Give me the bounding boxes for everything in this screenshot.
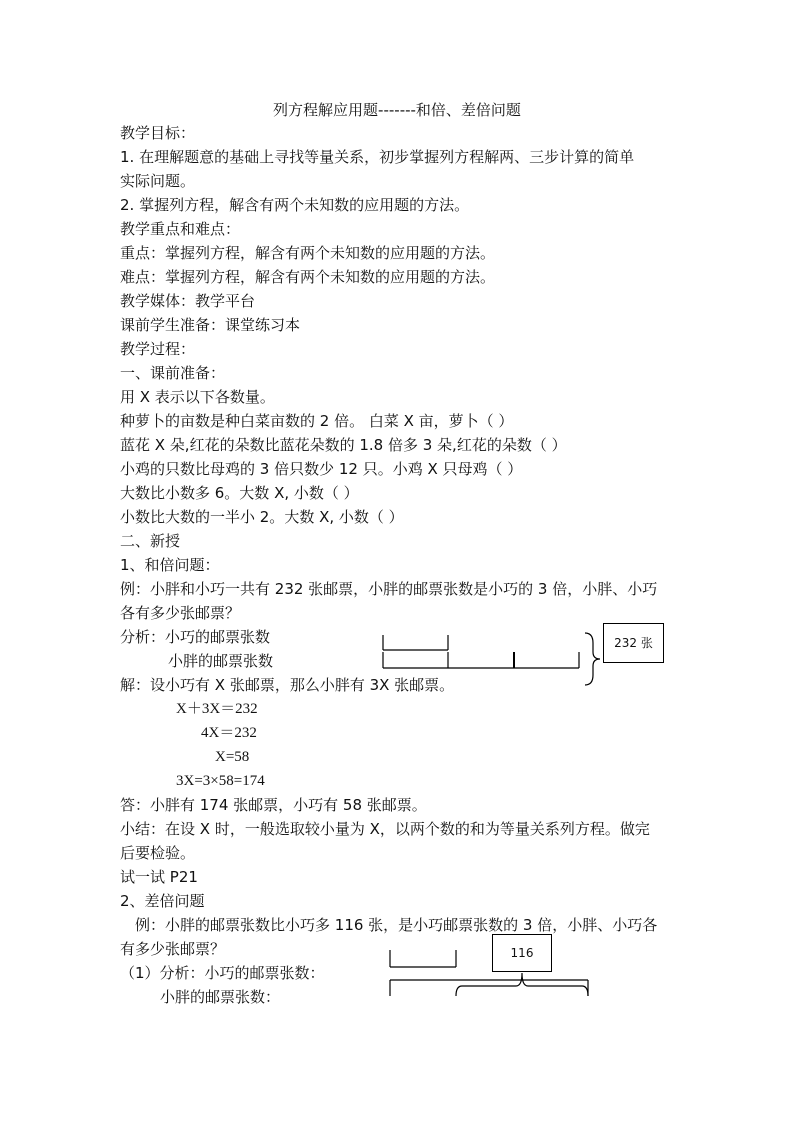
text-line: 例：小胖和小巧一共有 232 张邮票，小胖的邮票张数是小巧的 3 倍，小胖、小巧	[120, 580, 658, 598]
text-line: 蓝花 X 朵,红花的朵数比蓝花朵数的 1.8 倍多 3 朵,红花的朵数（ ）	[120, 436, 567, 454]
text-line: 有多少张邮票？	[120, 940, 226, 958]
text-line: 分析：小巧的邮票张数	[120, 628, 271, 646]
text-line: 重点：掌握列方程，解含有两个未知数的应用题的方法。	[120, 244, 496, 262]
text-line: 教学媒体：教学平台	[120, 292, 256, 310]
text-line: 小数比大数的一半小 2。大数 X, 小数（ ）	[120, 508, 404, 526]
total-label-box: 232 张	[603, 623, 664, 663]
document-title: 列方程解应用题-------和倍、差倍问题	[273, 101, 521, 119]
text-line: 2. 掌握列方程，解含有两个未知数的应用题的方法。	[120, 196, 470, 214]
text-line: 小鸡的只数比母鸡的 3 倍只数少 12 只。小鸡 X 只母鸡（ ）	[120, 460, 523, 478]
text-line: 种萝卜的亩数是种白菜亩数的 2 倍。 白菜 X 亩，萝卜（ ）	[120, 412, 514, 430]
text-line: 一、课前准备：	[120, 364, 226, 382]
text-line: 答：小胖有 174 张邮票，小巧有 58 张邮票。	[120, 796, 427, 814]
text-line: 小结：在设 X 时，一般选取较小量为 X，以两个数的和为等量关系列方程。做完	[120, 820, 650, 838]
difference-label-box: 116	[492, 934, 552, 972]
text-line: 解：设小巧有 X 张邮票，那么小胖有 3X 张邮票。	[120, 676, 455, 694]
text-line: 2、差倍问题	[120, 892, 205, 910]
text-line: 实际问题。	[120, 172, 196, 190]
text-line: （1）分析：小巧的邮票张数：	[120, 964, 325, 982]
brace-2	[456, 973, 588, 996]
equation-line: 4X＝232	[201, 725, 257, 741]
text-line: 二、新授	[120, 532, 181, 550]
text-line: 各有多少张邮票？	[120, 604, 241, 622]
text-line: 课前学生准备：课堂练习本	[120, 316, 301, 334]
text-line: 小胖的邮票张数：	[160, 988, 281, 1006]
text-line: 教学过程：	[120, 340, 196, 358]
equation-line: 3X=3×58=174	[176, 773, 265, 789]
text-line: 教学目标：	[120, 124, 196, 142]
text-line: 大数比小数多 6。大数 X, 小数（ ）	[120, 484, 359, 502]
text-line: 后要检验。	[120, 844, 196, 862]
text-line: 小胖的邮票张数	[168, 652, 274, 670]
text-line: 用 X 表示以下各数量。	[120, 388, 275, 406]
text-line: 1. 在理解题意的基础上寻找等量关系，初步掌握列方程解两、三步计算的简单	[120, 148, 635, 166]
brace	[585, 633, 600, 685]
equation-line: X=58	[215, 749, 250, 765]
text-line: 试一试 P21	[120, 868, 198, 886]
text-line: 难点：掌握列方程，解含有两个未知数的应用题的方法。	[120, 268, 496, 286]
text-line: 1、和倍问题：	[120, 556, 220, 574]
text-line: 例：小胖的邮票张数比小巧多 116 张，是小巧邮票张数的 3 倍，小胖、小巧各	[135, 916, 658, 934]
text-line: 教学重点和难点：	[120, 220, 241, 238]
equation-line: X＋3X＝232	[176, 701, 258, 717]
